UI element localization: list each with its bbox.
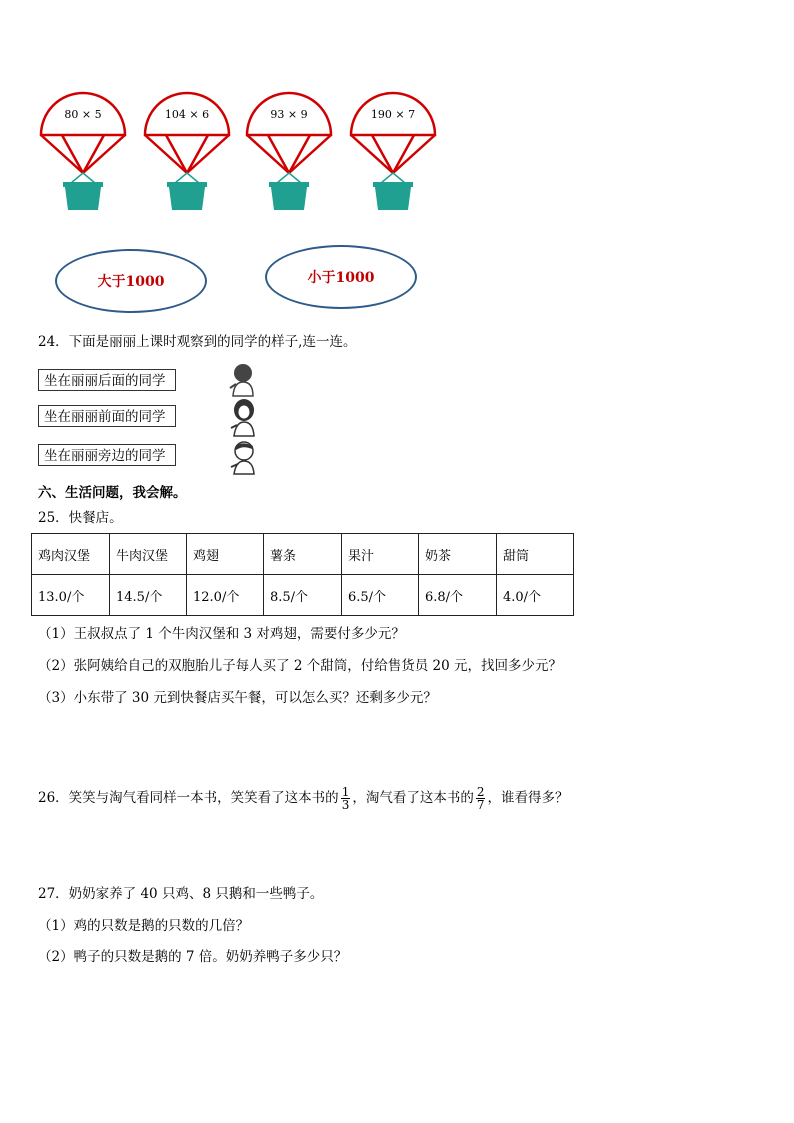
fraction-numerator: 1 [341,785,350,799]
table-header-cell: 果汁 [342,534,419,575]
q27-sub-2: （2）鸭子的只数是鹅的 7 倍。奶奶养鸭子多少只？ [38,949,348,965]
table-row [32,534,574,575]
table-header-cell: 甜筒 [497,534,574,575]
q27-sub-1: （1）鸡的只数是鹅的只数的几倍？ [38,918,250,934]
q24-option-front[interactable]: 坐在丽丽前面的同学 [38,405,176,427]
fraction-two-sevenths [476,786,486,811]
fraction-denominator: 7 [476,798,485,812]
fraction-numerator: 2 [476,785,485,799]
section-6-heading: 六、生活问题，我会解。 [38,485,187,501]
student-back-view-icon [226,362,258,398]
table-cell: 12.0/个 [187,575,264,616]
q25-sub-3: （3）小东带了 30 元到快餐店买午餐，可以怎么买？还剩多少元？ [38,690,437,706]
q24-option-behind[interactable]: 坐在丽丽后面的同学 [38,369,176,391]
q26-part-2: ，淘气看了这本书的 [352,790,474,806]
q25-title: 25．快餐店。 [38,510,123,526]
parachute-4-expr: 190 × 7 [370,108,416,121]
oval-greater-than-1000[interactable]: 大于1000 [55,249,207,313]
q26-text [38,784,568,812]
parachute-3-expr: 93 × 9 [270,108,308,121]
q25-sub-2: （2）张阿姨给自己的双胞胎儿子每人买了 2 个甜筒，付给售货员 20 元，找回多少元？ [38,658,563,674]
q26-part-1: 26．笑笑与淘气看同样一本书，笑笑看了这本书的 [38,790,339,806]
fraction-denominator: 3 [341,798,350,812]
table-cell: 14.5/个 [110,575,187,616]
q24-option-beside[interactable]: 坐在丽丽旁边的同学 [38,444,176,466]
table-cell: 8.5/个 [264,575,342,616]
q26-part-3: ，谁看得多？ [487,790,569,806]
q27-title: 27．奶奶家养了 40 只鸡、8 只鹅和一些鸭子。 [38,886,324,902]
student-boy-icon [228,440,260,476]
parachute-2-expr: 104 × 6 [164,108,210,121]
table-cell: 13.0/个 [32,575,110,616]
table-cell: 4.0/个 [497,575,574,616]
parachutes-graphic [0,80,460,220]
table-header-cell: 奶茶 [419,534,497,575]
table-header-cell: 鸡肉汉堡 [32,534,110,575]
q25-sub-1: （1）王叔叔点了 1 个牛肉汉堡和 3 对鸡翅，需要付多少元？ [38,626,405,642]
table-row [32,575,574,616]
table-cell: 6.5/个 [342,575,419,616]
table-header-cell: 牛肉汉堡 [110,534,187,575]
table-header-cell: 薯条 [264,534,342,575]
parachute-1-expr: 80 × 5 [64,108,102,121]
q24-title: 24．下面是丽丽上课时观察到的同学的样子,连一连。 [38,334,357,350]
oval-less-than-1000[interactable]: 小于1000 [265,245,417,309]
menu-table [31,533,574,616]
table-header-cell: 鸡翅 [187,534,264,575]
table-cell: 6.8/个 [419,575,497,616]
student-girl-icon [228,398,260,438]
fraction-one-third [341,786,351,811]
